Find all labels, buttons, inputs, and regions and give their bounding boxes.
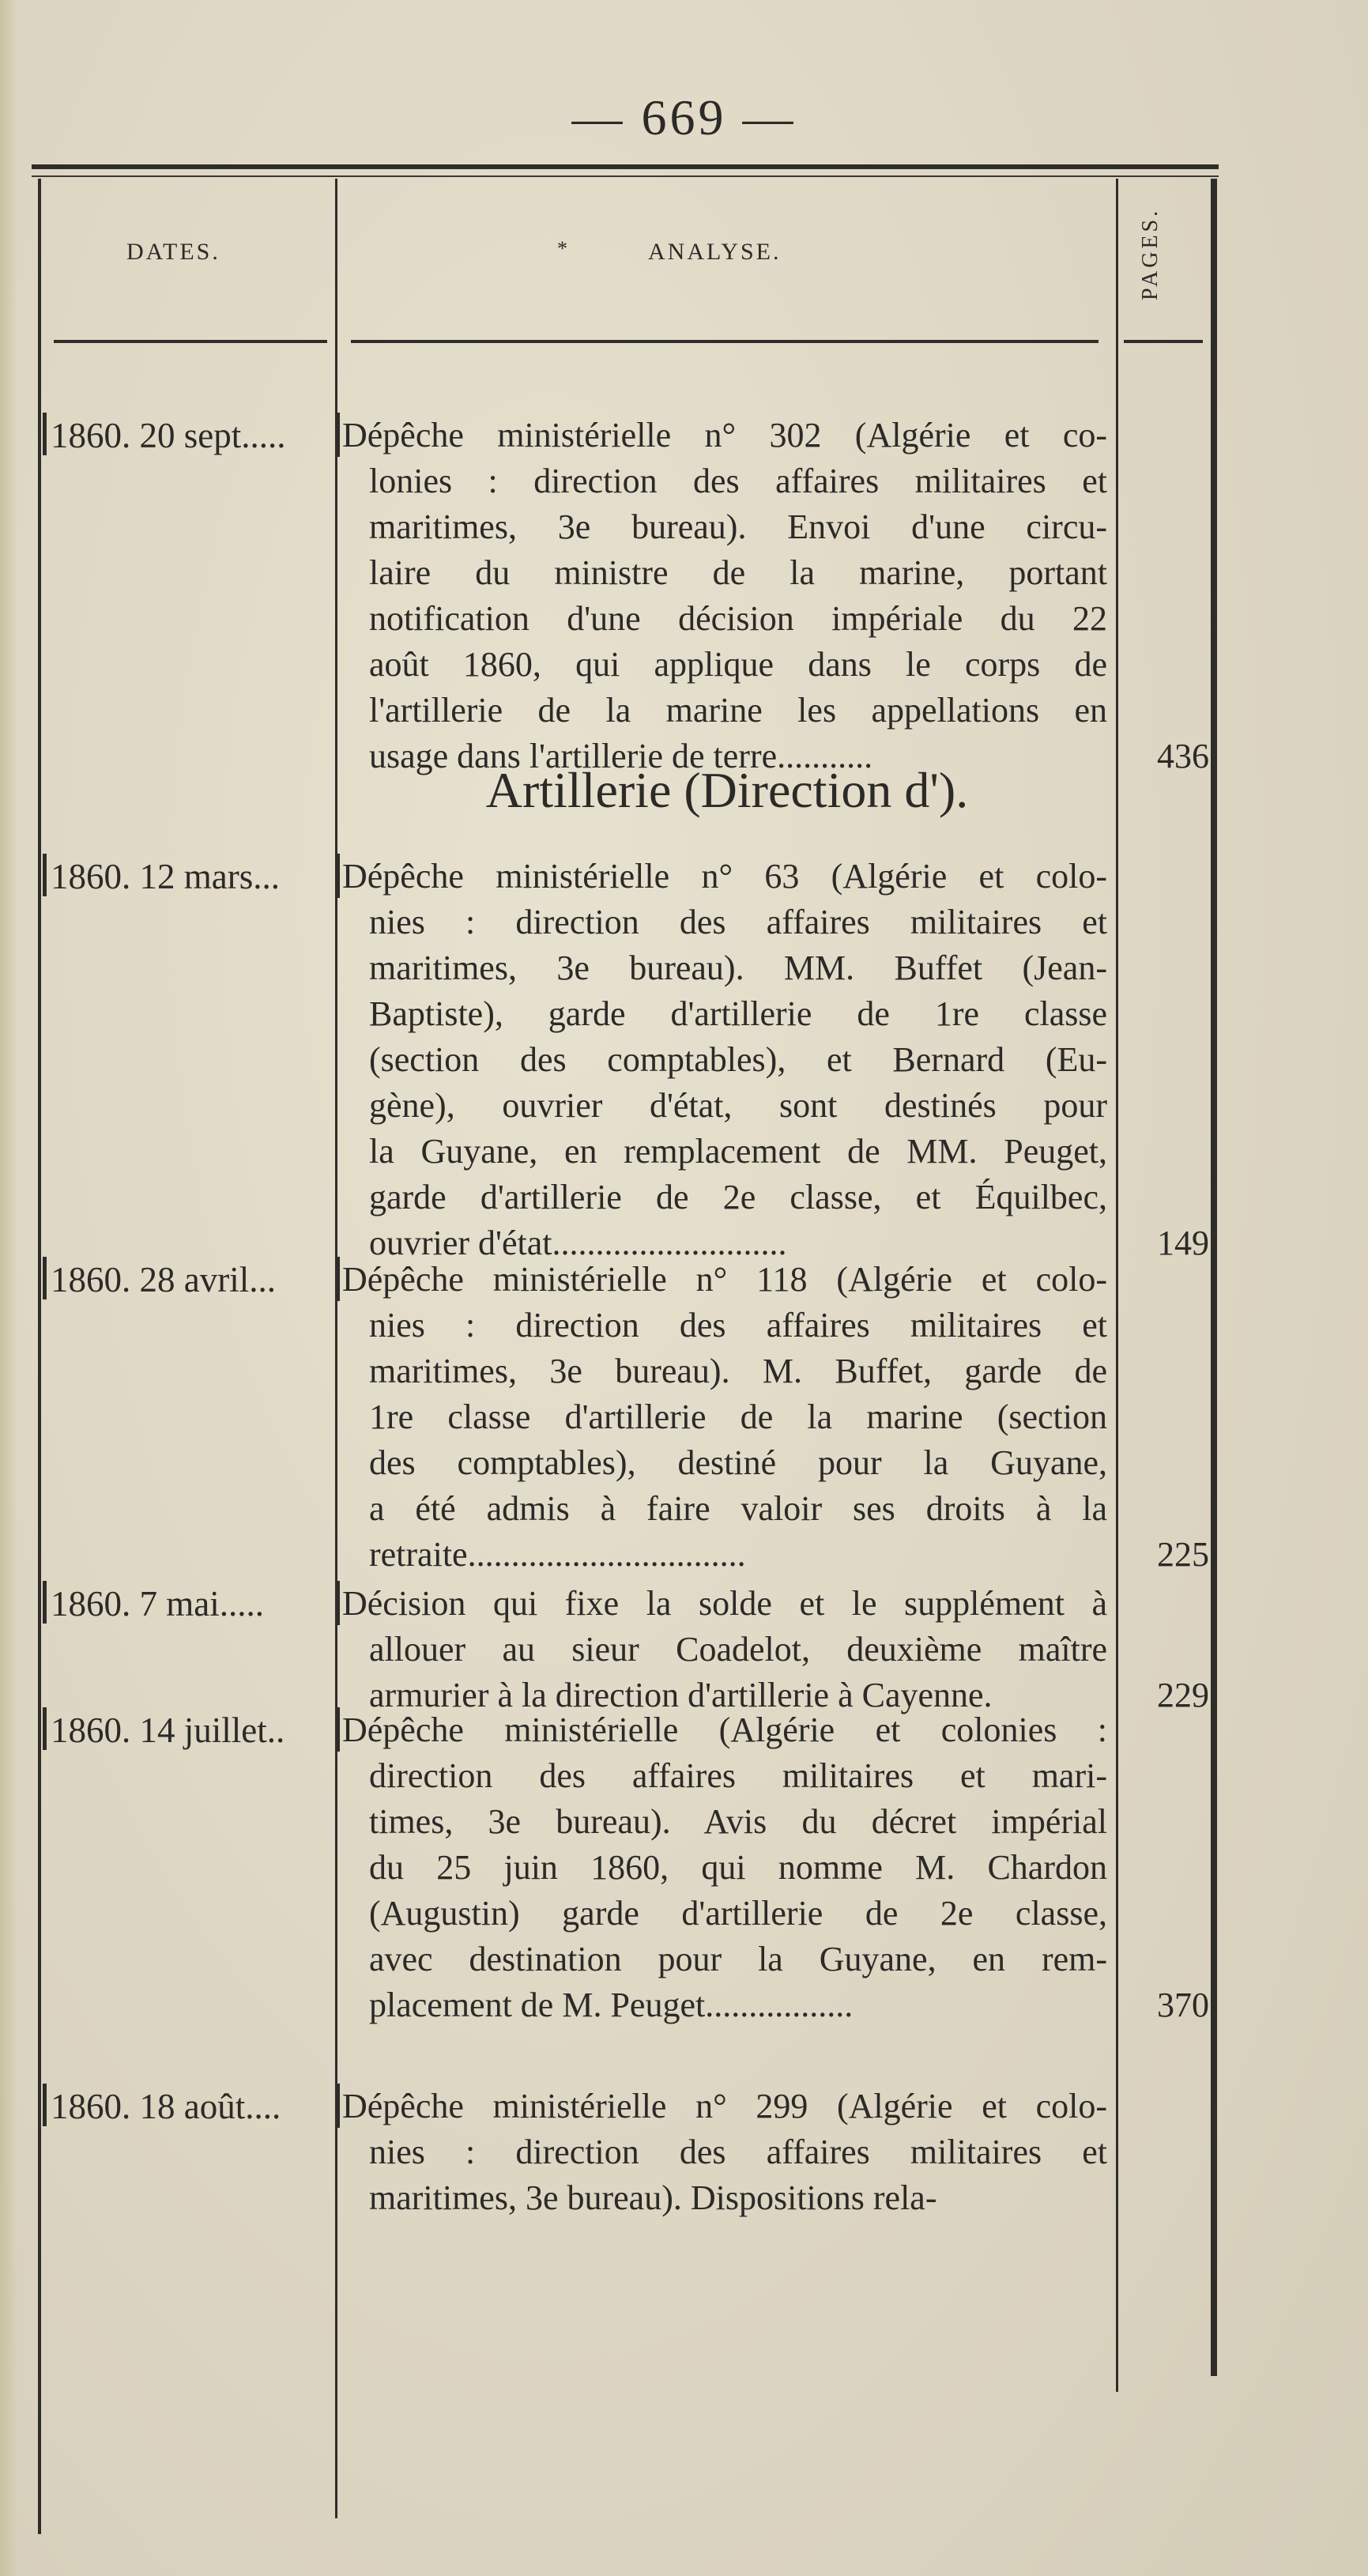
pages-header-rule <box>1124 340 1203 343</box>
entry-page-reference: 229 <box>1157 1676 1209 1714</box>
analysis-line: Dépêche ministérielle n° 302 (Algérie et co- <box>342 416 1107 454</box>
analysis-line: direction des affaires militaires et mari- <box>369 1756 1107 1795</box>
analysis-line: des comptables), destiné pour la Guyane, <box>369 1443 1107 1482</box>
entry-date-text: 1860. 14 juillet.. <box>51 1710 285 1750</box>
entry-date <box>43 854 335 900</box>
analysis-line: Dépêche ministérielle n° 63 (Algérie et colo- <box>342 857 1107 896</box>
analysis-line: retraite................................ <box>369 1535 746 1574</box>
analysis-margin-mark <box>336 1581 340 1625</box>
entry-page-reference: 436 <box>1157 737 1209 775</box>
analysis-line: du 25 juin 1860, qui nomme M. Chardon <box>369 1848 1107 1887</box>
date-margin-mark <box>43 2084 47 2126</box>
analysis-line: nies : direction des affaires militaires et <box>369 1306 1107 1345</box>
analyse-column-header: ANALYSE. <box>648 239 782 265</box>
date-margin-mark <box>43 1257 47 1299</box>
entry-date <box>43 1707 335 1753</box>
entry-analysis <box>342 413 1107 779</box>
analysis-line: maritimes, 3e bureau). MM. Buffet (Jean- <box>369 949 1107 987</box>
analysis-line: placement de M. Peuget................. <box>369 1986 854 2024</box>
entry-analysis <box>342 854 1107 1266</box>
analysis-line: (section des comptables), et Bernard (Eu- <box>369 1040 1107 1079</box>
analysis-line: Dépêche ministérielle (Algérie et colonies : <box>342 1710 1107 1749</box>
analysis-line: laire du ministre de la marine, portant <box>369 553 1107 592</box>
entry-page-reference: 149 <box>1157 1224 1209 1262</box>
entry-date-text: 1860. 20 sept..... <box>51 416 286 455</box>
analysis-line: allouer au sieur Coadelot, deuxième maître <box>369 1630 1107 1669</box>
analysis-line: maritimes, 3e bureau). Dispositions rela- <box>369 2178 937 2217</box>
entry-date-text: 1860. 7 mai..... <box>51 1584 264 1624</box>
analysis-line: (Augustin) garde d'artillerie de 2e classe, <box>369 1894 1107 1933</box>
analysis-line: la Guyane, en remplacement de MM. Peuget, <box>369 1132 1107 1171</box>
analysis-line: maritimes, 3e bureau). Envoi d'une circu- <box>369 507 1107 546</box>
analysis-line: l'artillerie de la marine les appellations en <box>369 691 1107 730</box>
analysis-margin-mark <box>336 854 340 898</box>
entry-date-text: 1860. 18 août.... <box>51 2087 281 2126</box>
analysis-margin-mark <box>336 2084 340 2128</box>
pages-column-header: PAGES. <box>1138 207 1163 300</box>
entry-date <box>43 1581 335 1627</box>
date-margin-mark <box>43 854 47 896</box>
dates-column-divider <box>335 179 337 2518</box>
analysis-margin-mark <box>336 413 340 457</box>
analysis-line: lonies : direction des affaires militaires et <box>369 462 1107 500</box>
entry-date-text: 1860. 12 mars... <box>51 857 280 896</box>
analysis-line: nies : direction des affaires militaires et <box>369 903 1107 941</box>
analysis-margin-mark <box>336 1257 340 1301</box>
analysis-margin-mark <box>336 1707 340 1752</box>
date-margin-mark <box>43 1707 47 1750</box>
entry-date <box>43 1257 335 1303</box>
entry-analysis <box>342 1257 1107 1578</box>
analysis-line: 1re classe d'artillerie de la marine (section <box>369 1397 1107 1436</box>
entry-analysis <box>342 1707 1107 2028</box>
table-right-border <box>1211 179 1217 2376</box>
analysis-line: Baptiste), garde d'artillerie de 1re classe <box>369 994 1107 1033</box>
date-margin-mark <box>43 413 47 455</box>
date-margin-mark <box>43 1581 47 1624</box>
analysis-line: Décision qui fixe la solde et le supplément à <box>342 1584 1107 1623</box>
dates-column-header: DATES. <box>126 239 220 265</box>
header-asterisk: * <box>557 237 567 260</box>
entry-page-reference: 370 <box>1157 1986 1209 2024</box>
dates-header-rule <box>54 340 327 343</box>
analysis-line: Dépêche ministérielle n° 118 (Algérie et colo- <box>342 1260 1107 1299</box>
entry-analysis <box>342 1581 1107 1718</box>
analyse-column-divider <box>1116 179 1118 2392</box>
table-top-rule-thin <box>32 175 1219 177</box>
analysis-line: gène), ouvrier d'état, sont destinés pour <box>369 1086 1107 1125</box>
analysis-line: armurier à la direction d'artillerie à Cayenne. <box>369 1676 993 1714</box>
analysis-line: garde d'artillerie de 2e classe, et Équilbec, <box>369 1178 1107 1216</box>
book-spine-shadow <box>0 0 17 2576</box>
analysis-line: notification d'une décision impériale du 22 <box>369 599 1107 638</box>
analysis-line: ouvrier d'état........................... <box>369 1224 787 1262</box>
analysis-line: times, 3e bureau). Avis du décret impérial <box>369 1802 1107 1841</box>
page-number: — 669 — <box>571 89 797 145</box>
table-left-border <box>38 179 41 2534</box>
analysis-line: août 1860, qui applique dans le corps de <box>369 645 1107 684</box>
analysis-line: usage dans l'artillerie de terre........... <box>369 737 873 775</box>
analysis-line: maritimes, 3e bureau). M. Buffet, garde de <box>369 1352 1107 1390</box>
table-top-rule <box>32 164 1219 169</box>
entry-date <box>43 413 335 458</box>
entry-analysis <box>342 2084 1107 2221</box>
section-heading: Artillerie (Direction d'). <box>485 762 969 818</box>
analysis-line: Dépêche ministérielle n° 299 (Algérie et colo- <box>342 2087 1107 2125</box>
entry-date <box>43 2084 335 2129</box>
analyse-header-rule <box>351 340 1099 343</box>
entry-page-reference: 225 <box>1157 1535 1209 1574</box>
analysis-line: nies : direction des affaires militaires et <box>369 2133 1107 2171</box>
entry-date-text: 1860. 28 avril... <box>51 1260 276 1299</box>
analysis-line: a été admis à faire valoir ses droits à la <box>369 1489 1107 1528</box>
analysis-line: avec destination pour la Guyane, en rem- <box>369 1940 1107 1978</box>
